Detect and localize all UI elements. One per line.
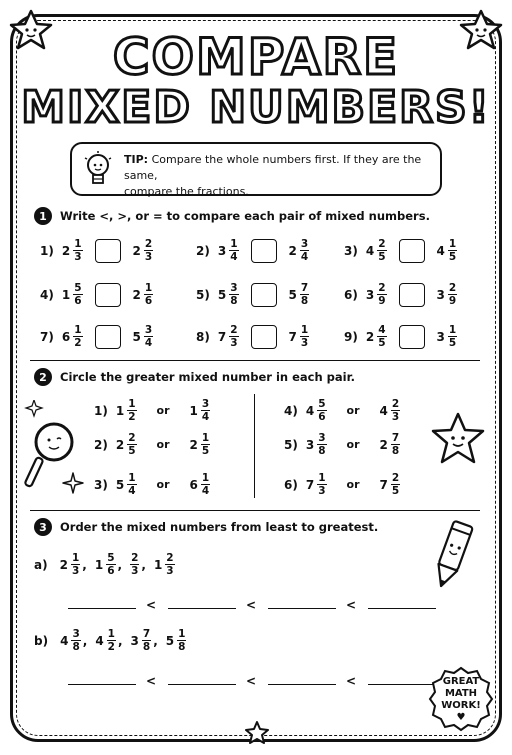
fraction: $\frac{2}{3}$ (166, 552, 174, 577)
answer-box[interactable] (399, 283, 425, 307)
answer-blank[interactable] (168, 684, 236, 685)
option-a[interactable] (116, 472, 137, 497)
sparkle-icon (62, 472, 84, 494)
whole-number: 5 (217, 287, 227, 302)
answer-blank[interactable] (268, 684, 336, 685)
row-label: a) (34, 557, 48, 572)
whole-number: 1 (189, 403, 198, 418)
fraction: $\frac{1}{5}$ (201, 432, 210, 457)
answer-blank[interactable] (168, 608, 236, 609)
option-b[interactable] (380, 398, 401, 423)
comma: , (82, 633, 88, 648)
compare-item (344, 282, 457, 307)
mixed-number (289, 324, 310, 349)
whole-number: 2 (379, 437, 388, 452)
section2-instruction: Circle the greater mixed number in each pair. (60, 370, 356, 384)
row-label: b) (34, 633, 49, 648)
option-b[interactable] (190, 432, 211, 457)
comma: , (141, 557, 146, 572)
section-number-badge: 3 (34, 518, 52, 536)
comma: , (117, 557, 123, 572)
whole-number: 4 (305, 403, 315, 418)
fraction: $\frac{1}{5}$ (448, 324, 457, 349)
section-divider (30, 510, 480, 511)
whole-number: 7 (305, 477, 315, 492)
fraction: $\frac{1}{8}$ (178, 628, 186, 653)
mixed-number (95, 552, 116, 577)
answer-box[interactable] (95, 239, 121, 263)
fraction: $\frac{3}{4}$ (201, 398, 210, 423)
answer-blank[interactable] (68, 608, 136, 609)
fraction: $\frac{5}{6}$ (318, 398, 326, 423)
mixed-number (218, 282, 239, 307)
or-label: or (156, 478, 170, 491)
option-a[interactable] (306, 472, 327, 497)
or-label: or (346, 478, 360, 491)
less-than-sign: < (346, 674, 357, 688)
fraction: $\frac{2}{3}$ (230, 324, 238, 349)
option-a[interactable] (116, 432, 137, 457)
item-label: 4) (40, 287, 54, 302)
mixed-number (133, 282, 154, 307)
mixed-number (190, 398, 211, 423)
fraction: $\frac{2}{5}$ (391, 472, 400, 497)
page-title-line1: COMPARE (112, 28, 400, 86)
pencil-icon (424, 516, 480, 596)
section1-instruction: Write <, >, or = to compare each pair of mixed numbers. (60, 209, 430, 223)
fraction: $\frac{1}{4}$ (128, 472, 136, 497)
mixed-number (306, 398, 327, 423)
fraction: $\frac{7}{8}$ (391, 432, 400, 457)
mixed-number (130, 552, 139, 577)
whole-number: 2 (288, 243, 297, 258)
whole-number: 7 (217, 329, 227, 344)
mixed-number (366, 324, 387, 349)
whole-number: 2 (115, 437, 125, 452)
fraction: $\frac{3}{8}$ (230, 282, 238, 307)
fraction: $\frac{1}{4}$ (230, 238, 238, 263)
fraction: $\frac{1}{2}$ (107, 628, 115, 653)
item-label: 6) (284, 477, 298, 492)
mixed-number (437, 282, 458, 307)
fraction: $\frac{1}{5}$ (448, 238, 457, 263)
fraction: $\frac{5}{6}$ (107, 552, 115, 577)
whole-number: 5 (165, 633, 175, 648)
mixed-number (133, 324, 154, 349)
star-face-icon (428, 410, 488, 468)
fraction: $\frac{2}{3}$ (391, 398, 400, 423)
mixed-number (306, 432, 327, 457)
section-number-badge: 2 (34, 368, 52, 386)
less-than-sign: < (146, 598, 157, 612)
fraction: $\frac{2}{3}$ (131, 552, 139, 577)
fraction: $\frac{1}{4}$ (201, 472, 210, 497)
whole-number: 3 (305, 437, 315, 452)
mixed-number (62, 282, 83, 307)
tip-box (70, 142, 442, 196)
column-divider (254, 394, 255, 498)
order-row (34, 552, 175, 577)
whole-number: 4 (365, 243, 375, 258)
fraction: $\frac{2}{5}$ (128, 432, 136, 457)
option-a[interactable] (306, 398, 327, 423)
item-label: 3) (94, 477, 108, 492)
whole-number: 3 (436, 287, 445, 302)
circle-item (94, 398, 210, 423)
compare-item (40, 282, 153, 307)
whole-number: 2 (132, 287, 141, 302)
whole-number: 5 (115, 477, 125, 492)
compare-item (196, 238, 309, 263)
item-label: 8) (196, 329, 210, 344)
mixed-number (95, 628, 116, 653)
option-b[interactable] (380, 472, 401, 497)
fraction: $\frac{7}{8}$ (142, 628, 151, 653)
item-label: 7) (40, 329, 54, 344)
mixed-number (380, 398, 401, 423)
page-title-line2: MIXED NUMBERS! (21, 82, 491, 133)
item-label: 9) (344, 329, 358, 344)
mixed-number (306, 472, 327, 497)
answer-box[interactable] (251, 239, 277, 263)
fraction: $\frac{3}{4}$ (144, 324, 153, 349)
fraction: $\frac{2}{9}$ (448, 282, 457, 307)
item-label: 5) (196, 287, 210, 302)
whole-number: 3 (130, 633, 139, 648)
less-than-sign: < (146, 674, 157, 688)
heart-icon: ♥ (456, 712, 466, 723)
whole-number: 1 (94, 557, 104, 572)
answer-box[interactable] (399, 325, 425, 349)
whole-number: 2 (59, 557, 68, 572)
whole-number: 1 (153, 557, 163, 572)
fraction: $\frac{3}{8}$ (318, 432, 326, 457)
mixed-number (218, 324, 239, 349)
whole-number: 2 (61, 243, 71, 258)
mixed-number (366, 282, 387, 307)
star-icon (244, 720, 270, 746)
answer-blank[interactable] (368, 684, 436, 685)
circle-item (284, 432, 400, 457)
mixed-number (60, 552, 81, 577)
mixed-number (116, 432, 137, 457)
compare-item (196, 282, 309, 307)
section2-heading (34, 368, 355, 386)
whole-number: 3 (217, 243, 227, 258)
mixed-number (218, 238, 239, 263)
whole-number: 2 (365, 329, 375, 344)
circle-item (94, 432, 210, 457)
or-label: or (346, 438, 360, 451)
mixed-number (380, 472, 401, 497)
whole-number: 6 (61, 329, 71, 344)
mixed-number (289, 282, 310, 307)
compare-item (40, 324, 153, 349)
item-label: 5) (284, 437, 298, 452)
compare-item (344, 238, 457, 263)
whole-number: 5 (132, 329, 141, 344)
circle-item (284, 472, 400, 497)
comma: , (82, 557, 87, 572)
whole-number: 7 (288, 329, 297, 344)
tip-line2: compare the fractions. (124, 185, 249, 198)
whole-number: 1 (115, 403, 125, 418)
fraction: $\frac{1}{3}$ (300, 324, 309, 349)
fraction: $\frac{1}{6}$ (144, 282, 153, 307)
item-label: 1) (94, 403, 108, 418)
answer-box[interactable] (95, 283, 121, 307)
answer-box[interactable] (251, 325, 277, 349)
mixed-number (62, 238, 83, 263)
compare-item (40, 238, 153, 263)
option-b[interactable] (190, 398, 211, 423)
mixed-number (154, 552, 175, 577)
option-a[interactable] (306, 432, 327, 457)
whole-number: 4 (436, 243, 445, 258)
section-divider (30, 360, 480, 361)
compare-item (196, 324, 309, 349)
fraction: $\frac{1}{3}$ (74, 238, 82, 263)
section3-heading (34, 518, 378, 536)
fraction: $\frac{1}{2}$ (74, 324, 82, 349)
circle-item (284, 398, 400, 423)
fraction: $\frac{7}{8}$ (300, 282, 309, 307)
lightbulb-icon (82, 150, 114, 190)
item-label: 2) (196, 243, 210, 258)
whole-number: 6 (189, 477, 198, 492)
badge-text: GREAT MATH WORK! ♥ (428, 676, 494, 724)
whole-number: 4 (95, 633, 104, 648)
answer-blank[interactable] (368, 608, 436, 609)
mixed-number (133, 238, 154, 263)
or-label: or (156, 438, 170, 451)
item-label: 2) (94, 437, 108, 452)
fraction: $\frac{1}{2}$ (128, 398, 136, 423)
whole-number: 5 (288, 287, 297, 302)
answer-box[interactable] (251, 283, 277, 307)
fraction: $\frac{1}{3}$ (318, 472, 326, 497)
mixed-number (116, 398, 137, 423)
compare-item (344, 324, 457, 349)
fraction: $\frac{2}{3}$ (144, 238, 153, 263)
mixed-number (131, 628, 152, 653)
answer-box[interactable] (95, 325, 121, 349)
fraction: $\frac{1}{3}$ (71, 552, 80, 577)
option-b[interactable] (190, 472, 211, 497)
fraction: $\frac{4}{5}$ (378, 324, 386, 349)
answer-blank[interactable] (68, 684, 136, 685)
whole-number: 2 (132, 243, 141, 258)
mixed-number (366, 238, 387, 263)
section-number-badge: 1 (34, 207, 52, 225)
item-label: 6) (344, 287, 358, 302)
section1-heading (34, 207, 430, 225)
whole-number: 2 (189, 437, 198, 452)
section3-instruction: Order the mixed numbers from least to greatest. (60, 520, 379, 534)
option-b[interactable] (380, 432, 401, 457)
or-label: or (346, 404, 360, 417)
mixed-number (289, 238, 310, 263)
whole-number: 3 (436, 329, 445, 344)
answer-blank[interactable] (268, 608, 336, 609)
less-than-sign: < (246, 598, 257, 612)
whole-number: 4 (379, 403, 388, 418)
item-label: 3) (344, 243, 358, 258)
mixed-number (437, 324, 458, 349)
mixed-number (380, 432, 401, 457)
whole-number: 7 (379, 477, 388, 492)
answer-box[interactable] (399, 239, 425, 263)
tip-line1: TIP: Compare the whole numbers first. If they are the same, (124, 153, 422, 182)
fraction: $\frac{2}{9}$ (378, 282, 386, 307)
mixed-number (60, 628, 81, 653)
comma: , (117, 633, 123, 648)
mixed-number (166, 628, 187, 653)
mixed-number (190, 432, 211, 457)
fraction: $\frac{2}{5}$ (378, 238, 386, 263)
mixed-number (116, 472, 137, 497)
less-than-sign: < (346, 598, 357, 612)
fraction: $\frac{5}{6}$ (74, 282, 82, 307)
item-label: 1) (40, 243, 54, 258)
whole-number: 1 (61, 287, 71, 302)
order-row (34, 628, 186, 653)
whole-number: 4 (60, 633, 69, 648)
fraction: $\frac{3}{4}$ (300, 238, 309, 263)
or-label: or (156, 404, 170, 417)
item-label: 4) (284, 403, 298, 418)
mixed-number (437, 238, 458, 263)
circle-item (94, 472, 210, 497)
less-than-sign: < (246, 674, 257, 688)
whole-number: 3 (365, 287, 375, 302)
fraction: $\frac{3}{8}$ (72, 628, 80, 653)
comma: , (153, 633, 158, 648)
mixed-number (190, 472, 211, 497)
mixed-number (62, 324, 83, 349)
option-a[interactable] (116, 398, 137, 423)
